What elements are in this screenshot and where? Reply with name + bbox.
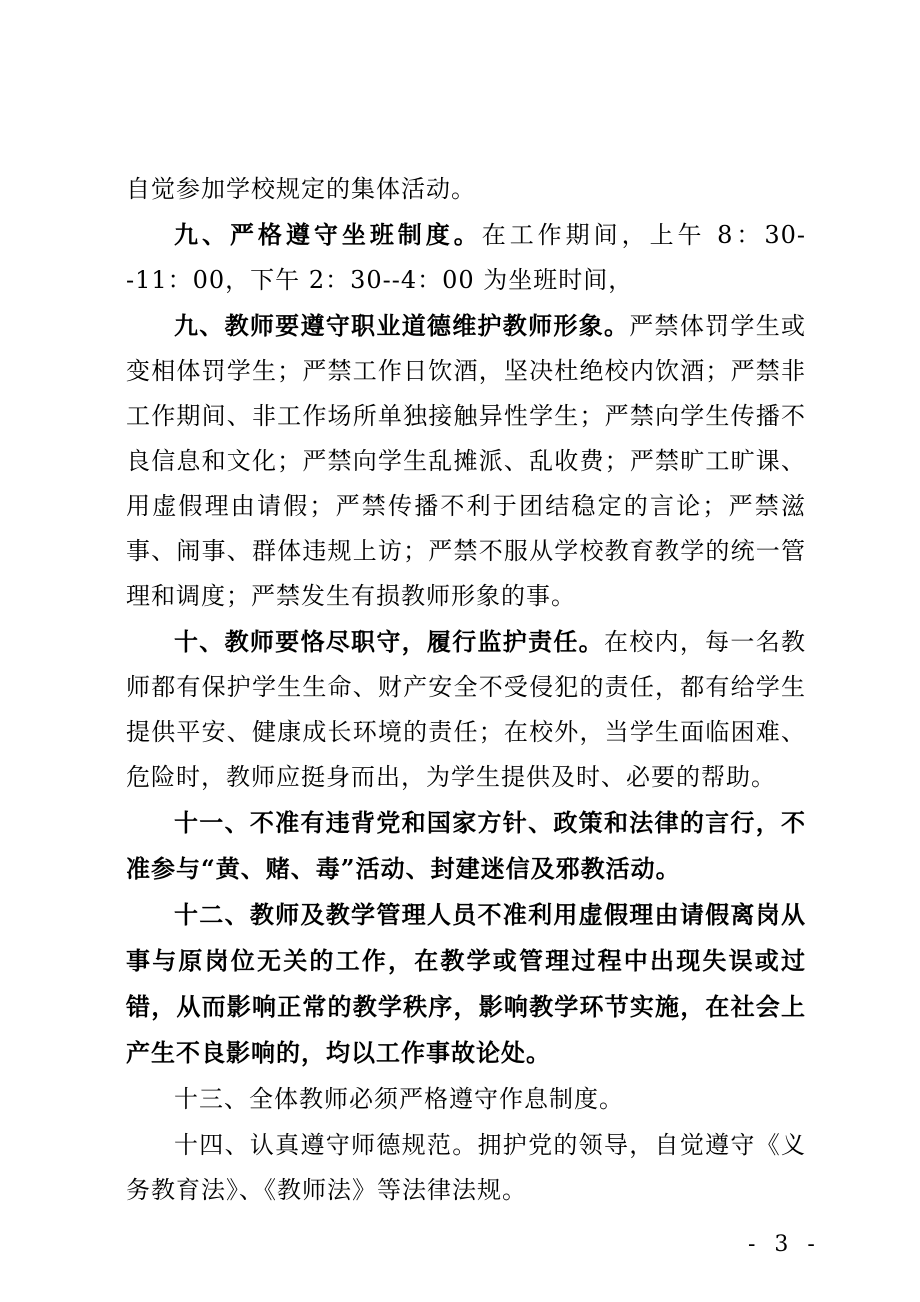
paragraph-6-lead: 十二、教师及教学管理人员不准利用虚假理由请假离岗从事与原岗位无关的工作，在教学或管理过程中出现失误或过错，从而影响正常的教学秩序，影响教学环节实施，在社会上产生不良影响的，均以工作事故论处。	[126, 900, 806, 1067]
paragraph-4-lead: 十、教师要恪尽职守，履行监护责任。	[174, 627, 604, 656]
paragraph-3	[126, 303, 806, 619]
paragraph-1-text: 自觉参加学校规定的集体活动。	[126, 175, 476, 203]
paragraph-4-text: 在校内，每一名教师都有保护学生生命、财产安全不受侵犯的责任，都有给学生提供平安、健康成长环境的责任；在校外，当学生面临困难、危险时，教师应挺身而出，为学生提供及时、必要的帮助。	[126, 628, 807, 791]
paragraph-5	[126, 800, 806, 892]
paragraph-5-lead: 十一、不准有违背党和国家方针、政策和法律的言行，不准参与“黄、赌、毒”活动、封建迷信及邪教活动。	[126, 808, 806, 883]
paragraph-8	[126, 1122, 806, 1213]
paragraph-7	[126, 1076, 806, 1122]
document-body	[126, 166, 806, 1213]
paragraph-2-text: 在工作期间，上午 8：30--11：00，下午 2：30--4：00 为坐班时间，	[126, 221, 807, 294]
paragraph-2	[126, 212, 806, 303]
paragraph-7-text: 十三、全体教师必须严格遵守作息制度。	[174, 1085, 624, 1113]
paragraph-4	[126, 619, 806, 800]
paragraph-3-text: 严禁体罚学生或变相体罚学生；严禁工作日饮酒，坚决杜绝校内饮酒；严禁非工作期间、非工作场所单独接触异性学生；严禁向学生传播不良信息和文化；严禁向学生乱摊派、乱收费；严禁旷工旷课、用虚假理由请假；严禁传播不利于团结稳定的言论；严禁滋事、闹事、群体违规上访；严禁不服从学校教育教学的统一管理和调度；严禁发生有损教师形象的事。	[126, 312, 806, 610]
paragraph-3-lead: 九、教师要遵守职业道德维护教师形象。	[174, 311, 630, 340]
paragraph-1	[126, 166, 806, 212]
paragraph-8-text: 十四、认真遵守师德规范。拥护党的领导，自觉遵守《义务教育法》、《教师法》等法律法规。	[126, 1131, 806, 1204]
paragraph-2-lead: 九、严格遵守坐班制度。	[174, 220, 482, 249]
page-number: - 3 -	[748, 1232, 821, 1257]
paragraph-6	[126, 892, 806, 1076]
